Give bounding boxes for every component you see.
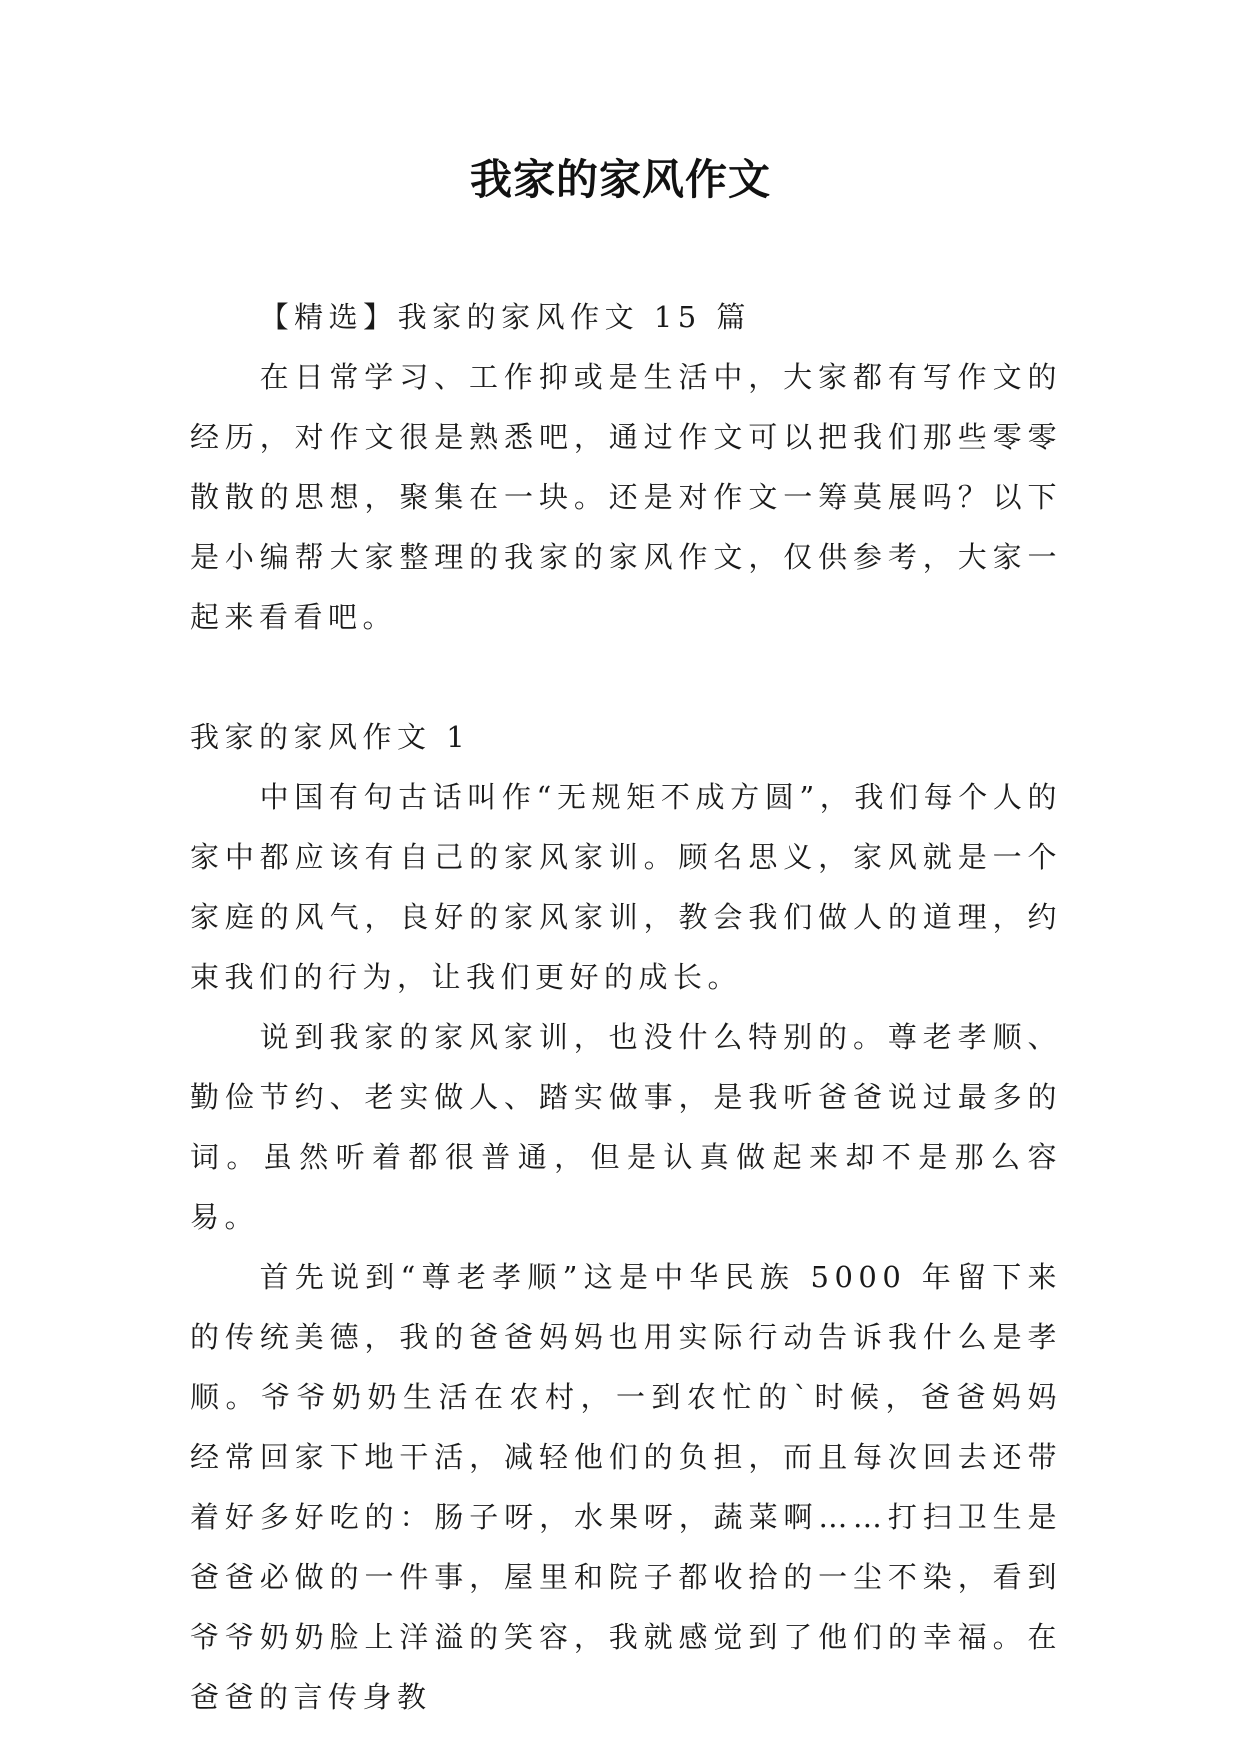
section-1-paragraph-3: 首先说到“尊老孝顺”这是中华民族 5000 年留下来的传统美德，我的爸爸妈妈也用实际行动告诉我什么是孝顺。爷爷奶奶生活在农村，一到农忙的`时候，爸爸妈妈经常回家下地干活，减轻他们的负担，而且每次回去还带着好多好吃的：肠子呀，水果呀，蔬菜啊……打扫卫生是爸爸必做的一件事，屋里和院子都收拾的一尘不染，看到爷爷奶奶脸上洋溢的笑容，我就感觉到了他们的幸福。在爸爸的言传身教 <box>190 1260 1062 1714</box>
document-body <box>190 287 1062 1727</box>
intro-paragraph: 在日常学习、工作抑或是生活中，大家都有写作文的经历，对作文很是熟悉吧，通过作文可以把我们那些零零散散的思想，聚集在一块。还是对作文一筹莫展吗？以下是小编帮大家整理的我家的家风作文，仅供参考，大家一起来看看吧。 <box>190 360 1062 634</box>
intro-heading: 【精选】我家的家风作文 15 篇 <box>259 300 751 334</box>
document-title: 我家的家风作文 <box>469 155 771 204</box>
section-spacer <box>190 647 1062 707</box>
section-1-heading: 我家的家风作文 1 <box>190 720 471 754</box>
section-1-paragraph-1: 中国有句古话叫作“无规矩不成方圆”，我们每个人的家中都应该有自己的家风家训。顾名思义，家风就是一个家庭的风气，良好的家风家训，教会我们做人的道理，约束我们的行为，让我们更好的成长。 <box>190 780 1062 994</box>
section-1-paragraph-2: 说到我家的家风家训，也没什么特别的。尊老孝顺、勤俭节约、老实做人、踏实做事，是我听爸爸说过最多的词。虽然听着都很普通，但是认真做起来却不是那么容易。 <box>190 1020 1062 1234</box>
